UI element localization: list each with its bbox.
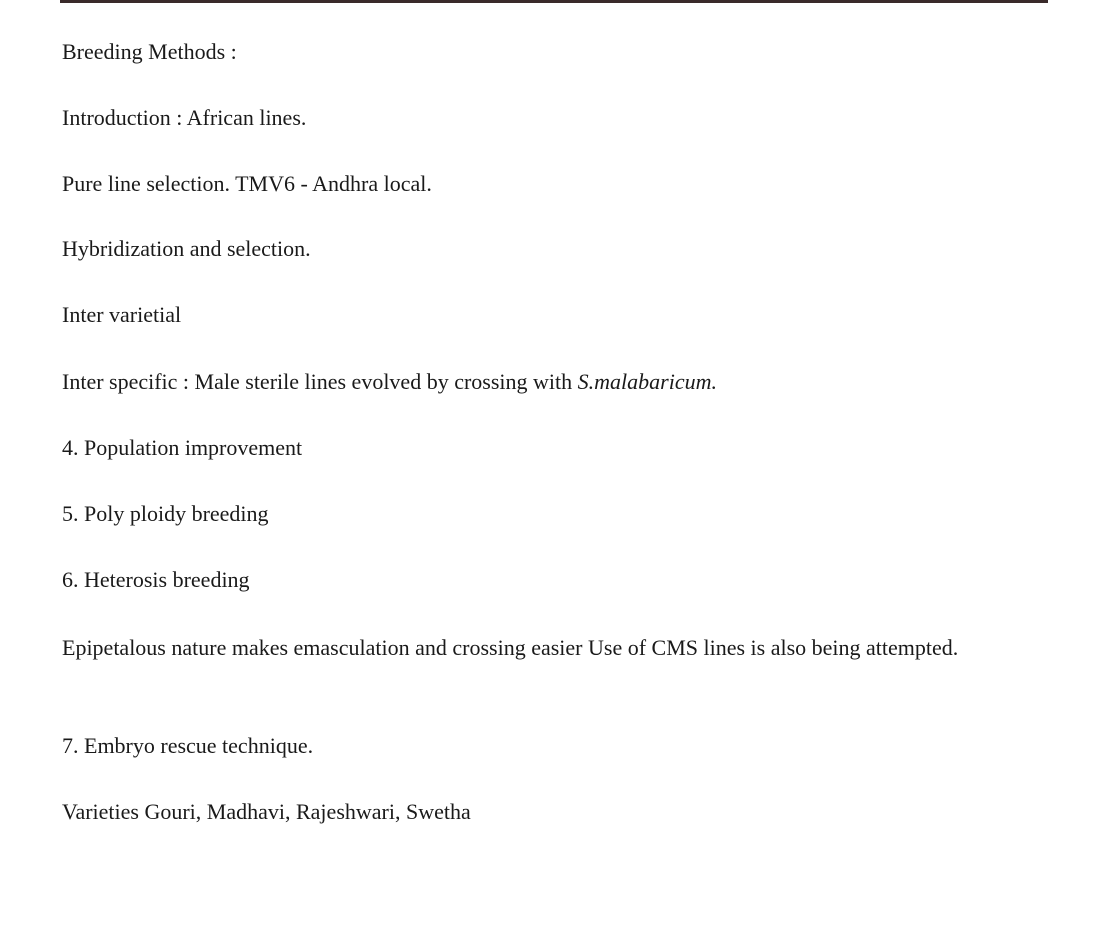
heterosis-line: 6. Heterosis breeding — [62, 567, 250, 592]
inter-varietial-line: Inter varietial — [62, 302, 182, 327]
hybridization-line: Hybridization and selection. — [62, 236, 311, 261]
inter-specific-text: Inter specific : Male sterile lines evolved by crossing with — [62, 369, 578, 394]
species-name: S.malabaricum. — [577, 369, 717, 394]
varieties-line: Varieties Gouri, Madhavi, Rajeshwari, Swetha — [62, 799, 471, 824]
inter-specific-line — [62, 366, 1044, 397]
top-border-rule — [60, 0, 1048, 3]
epipetalous-paragraph: Epipetalous nature makes emasculation and crossing easier Use of CMS lines is also being attempted. — [62, 635, 959, 660]
pure-line-selection-line: Pure line selection. TMV6 - Andhra local. — [62, 171, 432, 196]
introduction-line: Introduction : African lines. — [62, 105, 307, 130]
breeding-methods-heading: Breeding Methods : — [62, 39, 237, 64]
population-improvement-line: 4. Population improvement — [62, 435, 303, 460]
embryo-rescue-line: 7. Embryo rescue technique. — [62, 733, 314, 758]
poly-ploidy-line: 5. Poly ploidy breeding — [62, 501, 269, 526]
